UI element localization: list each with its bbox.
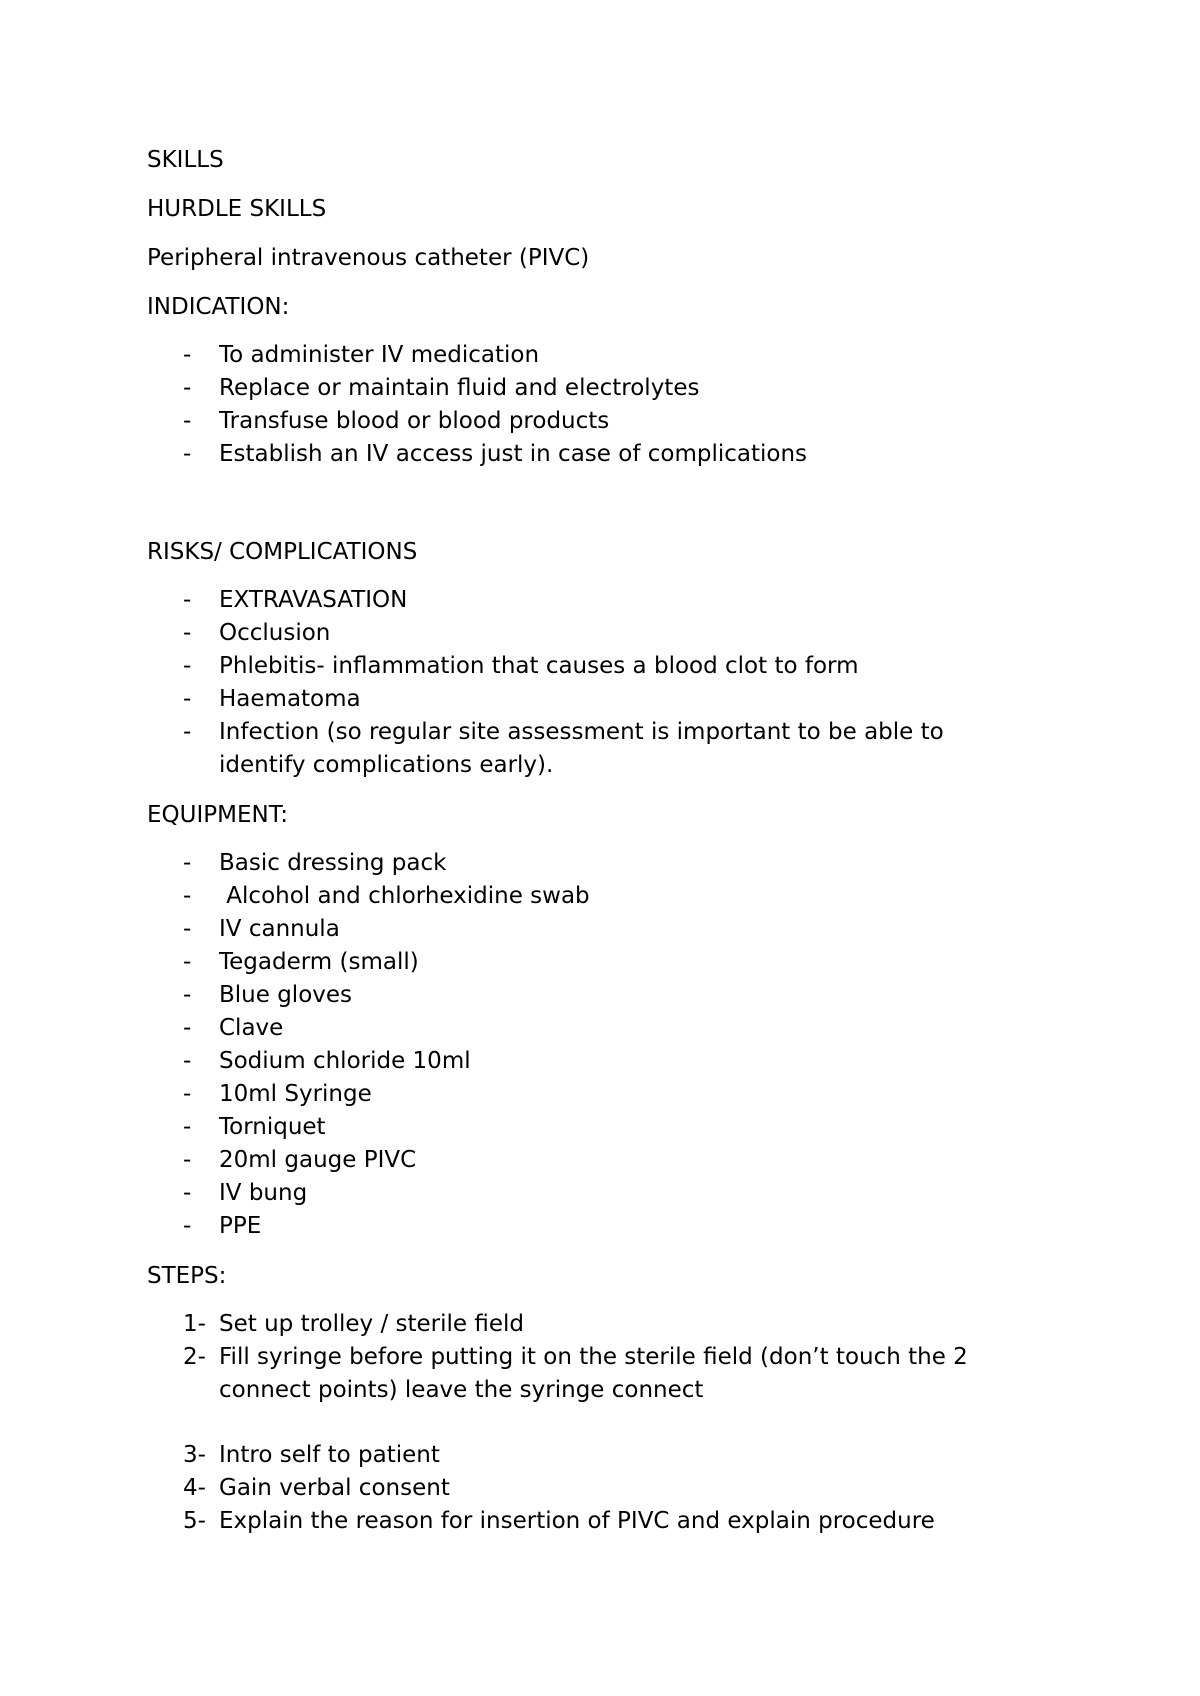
- list-item-text: Blue gloves: [219, 982, 353, 1008]
- bullet-marker: -: [183, 982, 192, 1008]
- bullet-marker: -: [183, 620, 192, 646]
- list-item: [0, 1178, 1200, 1208]
- list-item-text: Replace or maintain fluid and electrolytes: [219, 375, 700, 401]
- step-item: [0, 1506, 1200, 1536]
- bullet-marker: -: [183, 1015, 192, 1041]
- document-title: SKILLS: [147, 147, 224, 173]
- list-item-text: To administer IV medication: [219, 342, 540, 368]
- list-item: [0, 848, 1200, 878]
- steps-heading: STEPS:: [147, 1263, 227, 1289]
- list-item-text: identify complications early).: [219, 752, 554, 778]
- list-item: [0, 585, 1200, 615]
- list-item-text: IV cannula: [219, 916, 340, 942]
- bullet-marker: -: [183, 375, 192, 401]
- step-number: 4-: [183, 1475, 206, 1501]
- bullet-marker: -: [183, 1114, 192, 1140]
- list-item-text: EXTRAVASATION: [219, 587, 408, 613]
- list-item: [0, 340, 1200, 370]
- step-number: 2-: [183, 1344, 206, 1370]
- list-item-text: Tegaderm (small): [219, 949, 419, 975]
- step-item: [0, 1342, 1200, 1372]
- list-item: [0, 373, 1200, 403]
- step-number: 5-: [183, 1508, 206, 1534]
- bullet-marker: -: [183, 587, 192, 613]
- list-item-text: Infection (so regular site assessment is important to be able to: [219, 719, 944, 745]
- step-text: Fill syringe before putting it on the sterile field (don’t touch the 2: [219, 1344, 968, 1370]
- list-item-text: Occlusion: [219, 620, 331, 646]
- step-number: 1-: [183, 1311, 206, 1337]
- bullet-marker: -: [183, 916, 192, 942]
- list-item: [0, 1013, 1200, 1043]
- bullet-marker: -: [183, 850, 192, 876]
- step-text: Intro self to patient: [219, 1442, 440, 1468]
- list-item-text: 20ml gauge PIVC: [219, 1147, 417, 1173]
- indication-heading: INDICATION:: [147, 294, 290, 320]
- list-item: [0, 684, 1200, 714]
- bullet-marker: -: [183, 1147, 192, 1173]
- bullet-marker: -: [183, 1081, 192, 1107]
- step-text: Explain the reason for insertion of PIVC and explain procedure: [219, 1508, 935, 1534]
- list-item-text: IV bung: [219, 1180, 308, 1206]
- bullet-marker: -: [183, 441, 192, 467]
- step-text: Set up trolley / sterile field: [219, 1311, 524, 1337]
- list-item-continuation: [0, 750, 1200, 780]
- list-item: [0, 1079, 1200, 1109]
- bullet-marker: -: [183, 1180, 192, 1206]
- list-item-text: Alcohol and chlorhexidine swab: [219, 883, 590, 909]
- list-item: [0, 1112, 1200, 1142]
- step-item: [0, 1440, 1200, 1470]
- bullet-marker: -: [183, 653, 192, 679]
- document-topic: Peripheral intravenous catheter (PIVC): [147, 245, 590, 271]
- list-item-text: Torniquet: [219, 1114, 326, 1140]
- list-item: [0, 881, 1200, 911]
- list-item: [0, 1211, 1200, 1241]
- equipment-heading: EQUIPMENT:: [147, 802, 288, 828]
- list-item: [0, 914, 1200, 944]
- list-item: [0, 618, 1200, 648]
- list-item-text: Transfuse blood or blood products: [219, 408, 610, 434]
- step-item: [0, 1473, 1200, 1503]
- bullet-marker: -: [183, 408, 192, 434]
- list-item-text: Haematoma: [219, 686, 361, 712]
- bullet-marker: -: [183, 342, 192, 368]
- list-item-text: Establish an IV access just in case of complications: [219, 441, 808, 467]
- step-item-continuation: [0, 1375, 1200, 1405]
- step-text: connect points) leave the syringe connect: [219, 1377, 704, 1403]
- list-item: [0, 1046, 1200, 1076]
- document-subtitle: HURDLE SKILLS: [147, 196, 327, 222]
- list-item: [0, 651, 1200, 681]
- step-item: [0, 1309, 1200, 1339]
- list-item: [0, 717, 1200, 747]
- list-item-text: Phlebitis- inflammation that causes a blood clot to form: [219, 653, 859, 679]
- risks-heading: RISKS/ COMPLICATIONS: [147, 539, 418, 565]
- list-item: [0, 1145, 1200, 1175]
- bullet-marker: -: [183, 719, 192, 745]
- bullet-marker: -: [183, 686, 192, 712]
- list-item-text: 10ml Syringe: [219, 1081, 372, 1107]
- list-item: [0, 980, 1200, 1010]
- bullet-marker: -: [183, 1048, 192, 1074]
- bullet-marker: -: [183, 949, 192, 975]
- list-item-text: PPE: [219, 1213, 262, 1239]
- list-item: [0, 947, 1200, 977]
- list-item-text: Clave: [219, 1015, 284, 1041]
- bullet-marker: -: [183, 883, 192, 909]
- list-item-text: Basic dressing pack: [219, 850, 447, 876]
- list-item-text: Sodium chloride 10ml: [219, 1048, 471, 1074]
- bullet-marker: -: [183, 1213, 192, 1239]
- step-text: Gain verbal consent: [219, 1475, 450, 1501]
- list-item: [0, 406, 1200, 436]
- list-item: [0, 439, 1200, 469]
- step-number: 3-: [183, 1442, 206, 1468]
